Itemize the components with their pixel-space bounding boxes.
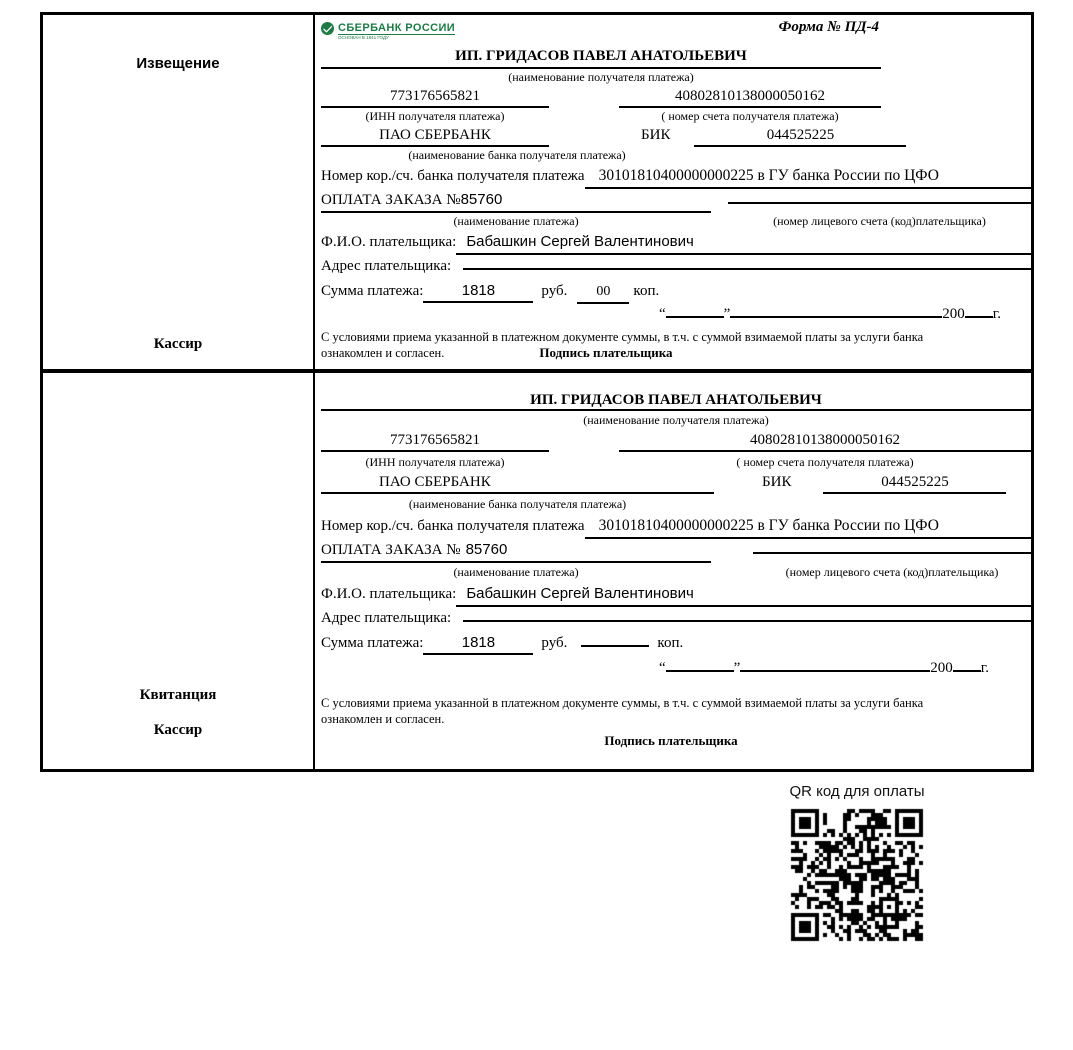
payee-name: ИП. ГРИДАСОВ ПАВЕЛ АНАТОЛЬЕВИЧ (321, 45, 881, 69)
date-row (321, 657, 989, 681)
quote-open: “ (658, 660, 666, 676)
inn-account-labels (321, 108, 1031, 125)
year-prefix: 200 (942, 306, 965, 322)
receipt-left-column (43, 373, 315, 769)
payment-purpose-row (321, 539, 1031, 563)
payer-address-row (321, 607, 1031, 632)
payer-name-row (321, 582, 1031, 607)
payer-address-label: Адрес плательщика: (321, 610, 452, 626)
agreement-line2: ознакомлен и согласен. (321, 712, 445, 726)
purpose-prefix: ОПЛАТА ЗАКАЗА № (321, 542, 461, 558)
bank-bik-row (321, 472, 1031, 495)
amount-rub-value: 1818 (423, 632, 533, 655)
payee-name: ИП. ГРИДАСОВ ПАВЕЛ АНАТОЛЬЕВИЧ (321, 389, 1031, 411)
purpose-labels-row (321, 563, 1031, 582)
date-year-line (953, 670, 981, 672)
cashier-label: Кассир (153, 336, 203, 352)
payer-name-label: Ф.И.О. плательщика: (321, 586, 457, 602)
payer-address-row (321, 255, 1031, 280)
account-label: ( номер счета получателя платежа) (736, 455, 914, 469)
purpose-label: (наименование платежа) (453, 565, 579, 579)
inn-account-labels (321, 453, 1031, 472)
amount-row (321, 280, 1031, 303)
receipt-form-pane (315, 373, 1031, 769)
receipt-label: Квитанция (139, 687, 217, 703)
payment-purpose-row (321, 189, 1031, 213)
corr-account-row (321, 165, 1031, 189)
date-day-line (666, 316, 724, 318)
amount-rub-value: 1818 (423, 280, 533, 303)
inn-label: (ИНН получателя платежа) (365, 455, 505, 469)
personal-account-line (753, 552, 1031, 554)
signature-label: Подпись плательщика (604, 733, 738, 748)
corr-label: Номер кор./сч. банка получателя платежа (321, 518, 585, 534)
corr-account-value: 30101810400000000225 в ГУ банка России по ЦФО (585, 165, 1031, 189)
kop-label: коп. (633, 283, 660, 299)
inn-value: 773176565821 (321, 86, 549, 108)
payee-name-label: (наименование получателя платежа) (508, 70, 694, 84)
year-suffix: г. (992, 306, 1001, 322)
rub-label: руб. (541, 283, 568, 299)
notice-left-column (43, 15, 315, 369)
agreement-line1: С условиями приема указанной в платежном документе суммы, в т.ч. с суммой взимаемой платы за услуги банка (321, 696, 924, 710)
notice-section (40, 12, 1034, 372)
date-row (321, 303, 1001, 327)
form-number: Форма № ПД-4 (778, 19, 879, 35)
date-day-line (666, 670, 734, 672)
inn-label: (ИНН получателя платежа) (365, 109, 505, 123)
notice-header-row (321, 19, 1031, 45)
agreement-line2: ознакомлен и согласен. (321, 346, 445, 360)
payment-purpose-line (321, 189, 711, 213)
bik-value: 044525225 (823, 472, 1006, 494)
amount-kop-value: 00 (577, 281, 629, 304)
payer-name-row (321, 230, 1031, 255)
payer-name-value: Бабашкин Сергей Валентинович (456, 582, 1031, 607)
notice-label: Извещение (136, 55, 220, 72)
payer-address-value (463, 268, 1031, 270)
sberbank-logo-icon (321, 22, 334, 35)
sberbank-logo-text: СБЕРБАНК РОССИИ (338, 22, 456, 34)
personal-account-line (728, 202, 1031, 204)
amount-kop-value (581, 645, 649, 647)
signature-label: Подпись плательщика (539, 345, 673, 360)
qr-code (790, 808, 924, 942)
bank-name-value: ПАО СБЕРБАНК (321, 472, 714, 494)
personal-account-label: (номер лицевого счета (код)плательщика) (785, 565, 999, 579)
kop-label: коп. (657, 635, 684, 651)
sberbank-logo-subtitle: ОСНОВАН В 1841 ГОДУ (338, 35, 389, 40)
inn-account-row (321, 86, 1031, 108)
account-value: 40802810138000050162 (619, 86, 881, 108)
agreement-line1: С условиями приема указанной в платежном документе суммы, в т.ч. с суммой взимаемой платы за услуги банка (321, 330, 924, 344)
account-value: 40802810138000050162 (619, 430, 1031, 452)
purpose-prefix: ОПЛАТА ЗАКАЗА № (321, 192, 461, 208)
order-number: 85760 (460, 191, 503, 208)
bik-value: 044525225 (694, 125, 906, 147)
notice-form-pane (315, 15, 1031, 369)
bik-label: БИК (641, 127, 671, 143)
payer-address-label: Адрес плательщика: (321, 258, 452, 274)
inn-account-row (321, 430, 1031, 453)
bik-label: БИК (762, 474, 792, 490)
cashier-label: Кассир (153, 722, 203, 738)
amount-row (321, 632, 1031, 655)
corr-label: Номер кор./сч. банка получателя платежа (321, 168, 585, 184)
account-label: ( номер счета получателя платежа) (661, 109, 839, 123)
inn-value: 773176565821 (321, 430, 549, 452)
quote-open: “ (658, 306, 666, 322)
purpose-label: (наименование платежа) (453, 214, 579, 228)
year-prefix: 200 (930, 660, 953, 676)
date-month-line (740, 670, 930, 672)
quote-close: ” (723, 306, 731, 322)
date-year-line (965, 316, 993, 318)
personal-account-label: (номер лицевого счета (код)плательщика) (773, 214, 986, 228)
payer-name-value: Бабашкин Сергей Валентинович (456, 230, 1031, 255)
amount-label: Сумма платежа: (321, 283, 424, 299)
sberbank-logo (321, 19, 455, 40)
payment-purpose-line (321, 539, 711, 563)
rub-label: руб. (541, 635, 568, 651)
qr-caption: QR код для оплаты (789, 783, 925, 800)
amount-label: Сумма платежа: (321, 635, 424, 651)
receipt-section (40, 370, 1034, 772)
payer-name-label: Ф.И.О. плательщика: (321, 234, 457, 250)
order-number: 85760 (465, 541, 508, 558)
corr-account-value: 30101810400000000225 в ГУ банка России по ЦФО (585, 515, 1031, 539)
corr-account-row (321, 515, 1031, 539)
date-month-line (730, 316, 942, 318)
bank-name-value: ПАО СБЕРБАНК (321, 125, 549, 147)
bank-bik-row (321, 125, 1031, 147)
agreement-text (321, 695, 1031, 749)
bank-name-label: (наименование банка получателя платежа) (408, 148, 626, 162)
year-suffix: г. (980, 660, 989, 676)
purpose-labels-row (321, 213, 1031, 230)
bank-name-label: (наименование банка получателя платежа) (408, 497, 627, 511)
quote-close: ” (733, 660, 741, 676)
payee-name-label: (наименование получателя платежа) (583, 413, 769, 427)
agreement-text (321, 329, 1031, 361)
qr-block (786, 783, 928, 942)
payer-address-value (463, 620, 1031, 622)
